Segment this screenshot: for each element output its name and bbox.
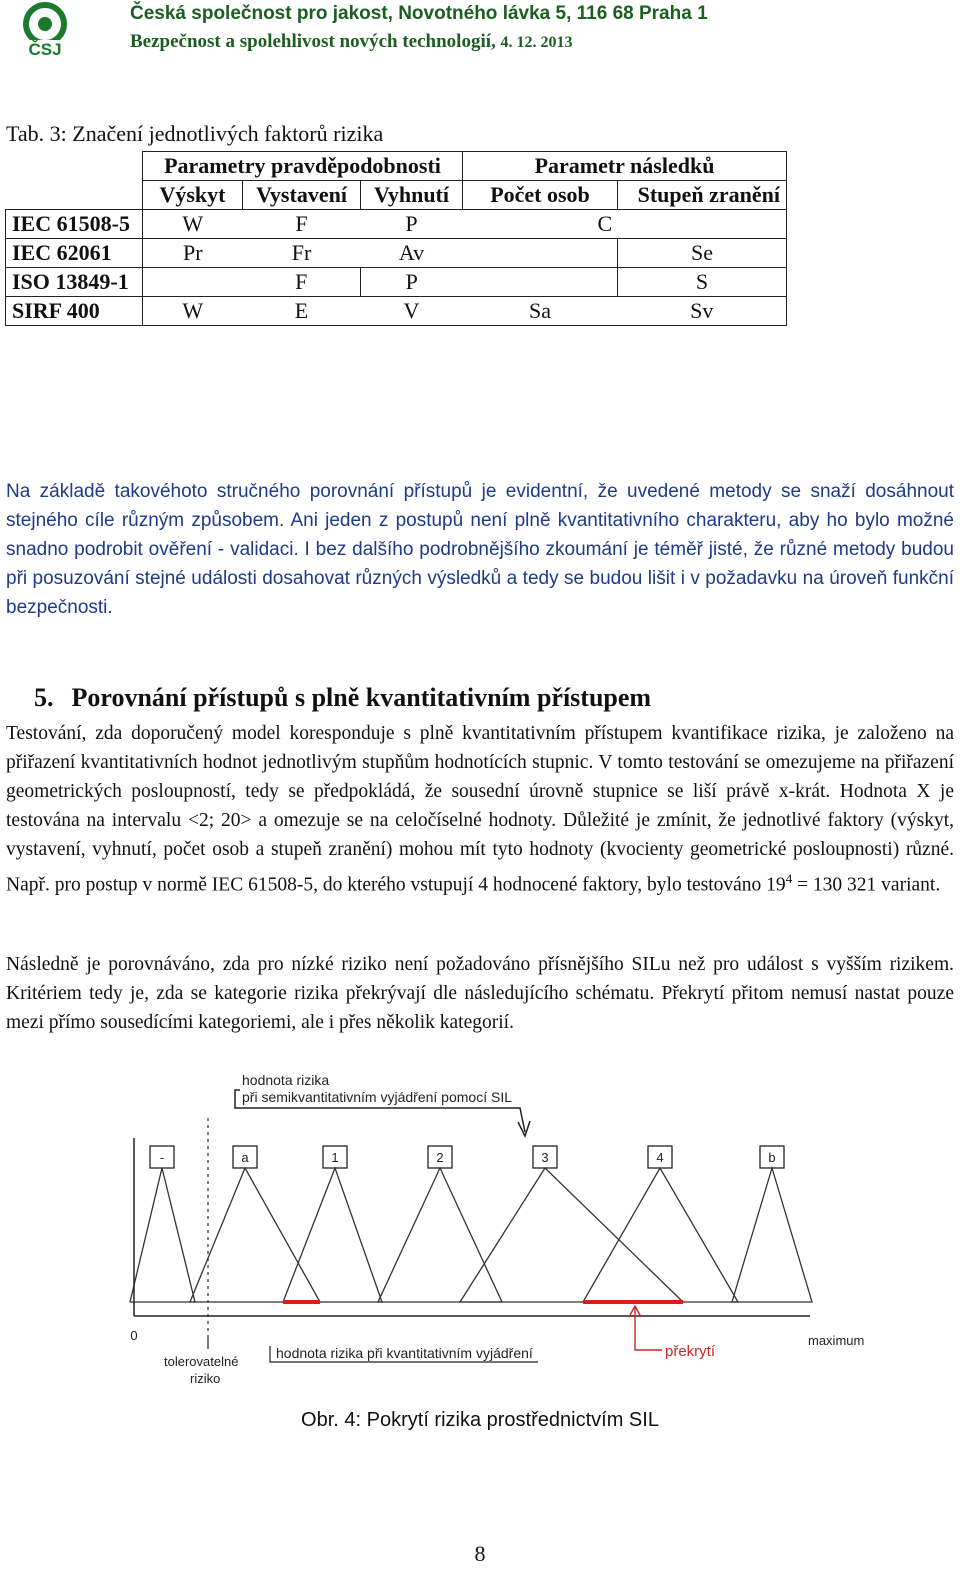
category-triangle	[283, 1168, 382, 1302]
header-organization: Česká společnost pro jakost, Novotného lávka 5, 116 68 Praha 1	[130, 3, 708, 24]
csj-logo	[12, 2, 78, 58]
sil-coverage-figure	[120, 1066, 880, 1396]
table-row	[6, 297, 787, 326]
section-number: 5.	[34, 683, 54, 712]
table-cell: Pr	[143, 239, 243, 268]
table-cell: Av	[361, 239, 463, 268]
row-label: IEC 61508-5	[6, 210, 143, 239]
table-cell	[463, 239, 618, 268]
category-triangle	[130, 1168, 195, 1302]
category-label: 3	[541, 1150, 549, 1165]
table-cell: V	[361, 297, 463, 326]
page-header	[0, 0, 960, 66]
table-cell: Sa	[463, 297, 618, 326]
table-cell: F	[243, 268, 361, 297]
table-cell: W	[143, 297, 243, 326]
category-triangle	[190, 1168, 320, 1302]
table-cell: Fr	[243, 239, 361, 268]
category-label: b	[768, 1150, 776, 1165]
category-label: 1	[331, 1150, 339, 1165]
category-triangle	[583, 1168, 738, 1302]
quantitative-label: hodnota rizika při kvantitativním vyjádření	[276, 1345, 533, 1361]
table-row	[6, 152, 787, 181]
category-label: -	[159, 1150, 165, 1165]
paragraph-comparison: Na základě takovéhoto stručného porovnání přístupů je evidentní, že uvedené metody se snaží dosáhnout stejného cíle různým způsobem. Ani jeden z postupů není plně kvantitativního charakteru, aby ho bylo možné snadno podrobit ověření - validaci. I bez dalšího podrobnějšího zkoumání je téměř jisté, že různé metody budou při posuzování stejné události dosahovat různých výsledků a tedy se budou lišit i v požadavku na úroveň funkční bezpečnosti.	[6, 481, 954, 618]
table-cell	[463, 268, 618, 297]
table-row	[6, 268, 787, 297]
table-cell: P	[361, 268, 463, 297]
column-header: Vyhnutí	[361, 181, 463, 210]
column-header: Počet osob	[463, 181, 618, 210]
category-triangle	[732, 1168, 812, 1302]
paragraph-overlap: Následně je porovnáváno, zda pro nízké riziko není požadováno přísnějšího SILu než pro událost s vyšším rizikem. Kritériem tedy je, zda se kategorie rizika překrývají dle následujícího schématu. Překrytí přitom nemusí nastat pouze mezi přímo sousedícími kategoriemi, ale i přes několik kategorií.	[6, 954, 954, 1033]
table-cell: F	[243, 210, 361, 239]
table-cell: Sv	[618, 297, 787, 326]
row-label: IEC 62061	[6, 239, 143, 268]
tolerable-label-2: riziko	[190, 1371, 221, 1386]
category-label: 4	[656, 1150, 664, 1165]
axis-zero-label: 0	[130, 1328, 138, 1343]
category-label: 2	[436, 1150, 444, 1165]
exponent: 4	[785, 871, 793, 886]
callout-top-line2: při semikvantitativním vyjádření pomocí SIL	[242, 1089, 512, 1105]
paragraph-testing	[6, 719, 954, 900]
conference-date: 4. 12. 2013	[500, 34, 573, 51]
table-cell: Se	[618, 239, 787, 268]
group-header-probability: Parametry pravděpodobnosti	[143, 152, 463, 181]
category-triangle	[460, 1168, 683, 1302]
table-cell	[143, 268, 243, 297]
table-caption: Tab. 3: Značení jednotlivých faktorů rizika	[6, 121, 384, 146]
table-cell: W	[143, 210, 243, 239]
group-header-consequence: Parametr následků	[463, 152, 787, 181]
header-conference	[130, 31, 573, 53]
column-header: Stupeň zranění	[618, 181, 787, 210]
column-header: Výskyt	[143, 181, 243, 210]
category-label: a	[241, 1150, 249, 1165]
table-row	[6, 239, 787, 268]
logo-text: ČSJ	[28, 40, 62, 58]
risk-factors-table	[5, 151, 787, 326]
page-number: 8	[474, 1541, 486, 1566]
paragraph-text: = 130 321 variant.	[792, 874, 941, 896]
paragraph-text: Testování, zda doporučený model koresponduje s plně kvantitativním přístupem kvantifikace rizika, je založeno na přiřazení kvantitativních hodnot jednotlivým stupňům hodnotících stupnic. V tomto testování se omezujeme na přiřazení geometrických posloupností, tedy se předpokládá, že sousední úrovně stupnice se liší právě x-krát. Hodnota X je testována na intervalu <2; 20> a omezuje se na celočíselné hodnoty. Důležité je zmínit, že jednotlivé faktory (výskyt, vystavení, vyhnutí, počet osob a stupeň zranění) mohou mít tyto hodnoty (kvocienty geometrické posloupnosti) různé. Např. pro postup v normě IEC 61508-5, do kterého vstupují 4 hodnocené faktory, bylo testováno 19	[6, 723, 954, 896]
tolerable-label-1: tolerovatelné	[164, 1354, 239, 1369]
table-cell: C	[463, 210, 787, 239]
conference-title: Bezpečnost a spolehlivost nových technologií,	[130, 31, 496, 52]
overlap-label: překrytí	[665, 1343, 716, 1360]
row-label: ISO 13849-1	[6, 268, 143, 297]
callout-top-line1: hodnota rizika	[242, 1072, 330, 1088]
row-label: SIRF 400	[6, 297, 143, 326]
table-cell: P	[361, 210, 463, 239]
table-cell: E	[243, 297, 361, 326]
table-cell: S	[618, 268, 787, 297]
axis-max-label: maximum	[808, 1333, 865, 1348]
column-header: Vystavení	[243, 181, 361, 210]
table-row	[6, 210, 787, 239]
section-heading	[34, 683, 651, 713]
figure-caption: Obr. 4: Pokrytí rizika prostřednictvím SIL	[301, 1409, 659, 1431]
section-title: Porovnání přístupů s plně kvantitativním přístupem	[71, 683, 652, 712]
category-group	[130, 1146, 812, 1302]
category-triangle	[378, 1168, 502, 1302]
